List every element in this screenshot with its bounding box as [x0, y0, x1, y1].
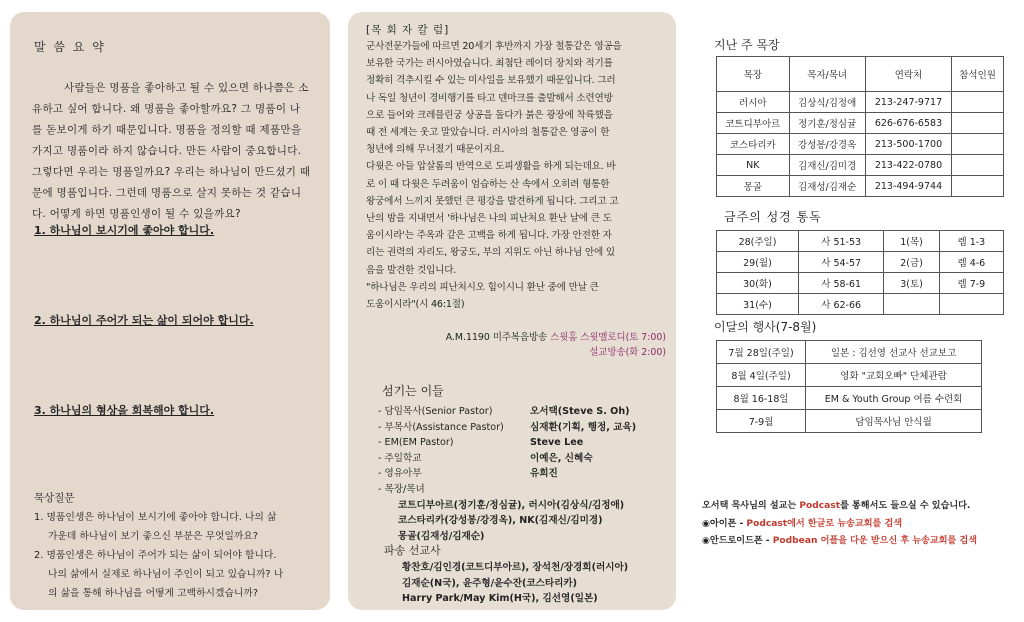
iphone-label: ◉아이폰 - — [702, 518, 747, 529]
android-text: Podbean 어플을 다운 받으신 후 뉴송교회를 검색 — [772, 536, 978, 546]
table-header-row — [717, 57, 1004, 92]
table-row — [717, 134, 1004, 155]
column-line: 으로 들어와 크레믈린궁 상공을 돌다가 붉은 광장에 착륙했을 — [366, 109, 613, 121]
table-cell: NK — [717, 155, 790, 176]
reading-title: 금주의 성경 통독 — [724, 210, 822, 224]
table-cell: 1(목) — [884, 231, 939, 252]
sermon-point-3: 3. 하나님의 형상을 회복해야 합니다. — [34, 404, 215, 417]
column-line: 보유한 국가는 러시아였습니다. 최첨단 레이더 장치와 적기를 — [366, 58, 613, 70]
podcast-prefix: 오서택 목사님의 설교는 — [702, 501, 800, 511]
column-line: 청년에 의해 무너졌기 때문이지요. — [366, 144, 505, 156]
column-line: 다윗은 아들 압살롬의 반역으로 도피생활을 하게 되는데요. 바 — [366, 161, 616, 173]
staff-name: Steve Lee — [530, 437, 584, 449]
table-row — [717, 92, 1004, 113]
table-cell: 일본 : 김선영 선교사 선교보고 — [806, 341, 982, 364]
table-cell — [952, 92, 1004, 113]
table-cell: 김재신/김미경 — [789, 155, 865, 176]
missionary-list — [402, 560, 672, 607]
intro-line: 사람들은 명품을 좋아하고 될 수 있으면 하나쯤은 소 — [64, 82, 309, 94]
column-line: 로 이 때 다윗은 두려움이 엄습하는 산 속에서 오히려 형통한 — [366, 178, 610, 190]
table-cell: 213-500-1700 — [865, 134, 951, 155]
questions-list — [34, 508, 326, 603]
podcast-word: Podcast — [799, 501, 841, 511]
column-line: 군사전문가들에 따르면 20세기 후반까지 가장 철통같은 영공을 — [366, 41, 622, 52]
table-header: 연락처 — [865, 57, 951, 92]
podcast-line — [702, 498, 1014, 516]
table-cell — [952, 134, 1004, 155]
table-cell: 코스타리카 — [717, 134, 790, 155]
events-title: 이달의 행사(7-8월) — [714, 320, 817, 334]
table-cell — [939, 294, 1003, 315]
column-line: 움이시라'는 주옥과 같은 고백을 하게 됩니다. 가장 안전한 자 — [366, 230, 612, 242]
staff-role: - 담임목사(Senior Pastor) — [378, 406, 493, 417]
table-cell: 렘 7-9 — [939, 273, 1003, 294]
questions-title: 묵상질문 — [34, 492, 75, 504]
staff-row — [378, 435, 668, 451]
table-cell: 강성봉/강경옥 — [789, 134, 865, 155]
table-cell: 31(수) — [717, 294, 799, 315]
column-line: 도움이시라"(시 46:1절) — [366, 299, 465, 311]
iphone-line — [702, 516, 1014, 534]
intro-line: 다. 어떻게 하면 명품인생이 될 수 있을까요? — [32, 208, 241, 220]
missionary-line: Harry Park/May Kim(H국), 김선영(일본) — [402, 593, 598, 605]
missionary-title: 파송 선교사 — [384, 544, 441, 557]
podcast-info — [702, 498, 1014, 551]
table-cell: 3(토) — [884, 273, 939, 294]
table-cell: 사 62-66 — [798, 294, 883, 315]
missionary-line: 황찬호/김인경(코트디부아르), 장석천/장경희(러시아) — [402, 562, 629, 573]
question-line: 가운데 하나님이 보기 좋으신 부분은 무엇일까요? — [48, 531, 259, 542]
table-cell: 렘 1-3 — [939, 231, 1003, 252]
table-cell: 29(월) — [717, 252, 799, 273]
cells-table — [716, 56, 1004, 197]
broadcast-sermon: 설교방송(화 2:00) — [589, 347, 666, 358]
table-cell: 213-494-9744 — [865, 176, 951, 197]
staff-name: 유희진 — [530, 468, 558, 480]
table-header: 목장 — [717, 57, 790, 92]
table-row — [717, 410, 982, 433]
table-row — [717, 155, 1004, 176]
cell-group-line: 코트디부아르(정기훈/정심귤), 러시아(김상식/김정애) — [398, 499, 625, 511]
staff-role: - EM(EM Pastor) — [378, 437, 454, 449]
staff-row — [378, 451, 668, 467]
table-cell — [952, 176, 1004, 197]
intro-line: 문에 명품입니다. 그런데 명품으로 살지 못하는 것 같습니 — [32, 187, 302, 199]
table-cell: 626-676-6583 — [865, 113, 951, 134]
table-cell: 213-247-9717 — [865, 92, 951, 113]
table-cell: 7-9월 — [717, 410, 806, 433]
sermon-intro — [32, 78, 322, 225]
table-cell: 7월 28일(주일) — [717, 341, 806, 364]
staff-name: 오서택(Steve S. Oh) — [530, 406, 630, 417]
question-line: 의 삶을 통해 하나님을 어떻게 고백하시겠습니까? — [48, 588, 259, 599]
cell-group-line: 코스타리카(강성봉/강경옥), NK(김재신/김미경) — [398, 515, 603, 527]
table-cell: 사 51-53 — [798, 231, 883, 252]
table-row — [717, 387, 982, 410]
table-row — [717, 341, 982, 364]
table-cell: 30(화) — [717, 273, 799, 294]
events-table — [716, 340, 982, 433]
sermon-point-1: 1. 하나님이 보시기에 좋아야 합니다. — [34, 224, 215, 237]
table-header: 참석인원 — [952, 57, 1004, 92]
staff-name: 심재환(기획, 행정, 교육) — [530, 421, 637, 433]
table-header: 목자/목녀 — [789, 57, 865, 92]
column-line: "하나님은 우리의 피난처시오 힘이시니 환난 중에 만날 큰 — [366, 281, 599, 293]
table-cell: 영화 "교회오빠" 단체관람 — [806, 364, 982, 387]
broadcast-info — [446, 330, 666, 360]
table-cell: 사 54-57 — [798, 252, 883, 273]
question-line: 나의 삶에서 실제로 하나님이 주인이 되고 있습니까? 나 — [48, 569, 284, 580]
table-row — [717, 231, 1004, 252]
intro-line: 그렇다면 우리는 명품일까요? 우리는 하나님이 만드셨기 때 — [32, 166, 311, 178]
android-line — [702, 533, 1014, 551]
staff-list — [378, 404, 668, 544]
table-cell: 김상식/김정애 — [789, 92, 865, 113]
missionary-line: 김재순(N국), 윤주형/윤수잔(코스타리카) — [402, 577, 578, 589]
staff-role: - 영유아부 — [378, 468, 422, 480]
table-cell: 정기훈/정심귤 — [789, 113, 865, 134]
column-line: 음을 발견한 것입니다. — [366, 264, 457, 276]
sermon-point-2: 2. 하나님이 주어가 되는 삶이 되어야 합니다. — [34, 314, 254, 327]
table-cell: 8월 16-18일 — [717, 387, 806, 410]
table-cell: 김재성/김재순 — [789, 176, 865, 197]
staff-row — [378, 420, 668, 436]
table-cell — [884, 294, 939, 315]
column-line: 나 독일 청년이 경비행기를 타고 덴마크를 출발해서 소련연방 — [366, 92, 613, 104]
column-title: [목 회 자 칼 럼] — [366, 24, 450, 36]
broadcast-program: 스윗홈 스윗멜로디(토 7:00) — [550, 332, 666, 343]
table-cell: 2(금) — [884, 252, 939, 273]
pastor-column-panel — [348, 12, 676, 610]
table-cell: EM & Youth Group 여름 수련회 — [806, 387, 982, 410]
staff-row — [378, 482, 668, 498]
iphone-text: Podcast에서 한글로 뉴송교회를 검색 — [746, 518, 903, 529]
staff-role: - 부목사(Assistance Pastor) — [378, 421, 504, 433]
question-line: 1. 명품인생은 하나님이 보시기에 좋아야 합니다. 나의 삶 — [34, 512, 277, 523]
sermon-summary-panel — [10, 12, 330, 610]
table-cell: 28(주일) — [717, 231, 799, 252]
column-line: 때 전 세계는 웃고 말았습니다. 러시아의 철통같은 영공이 한 — [366, 127, 610, 139]
column-body — [366, 38, 666, 313]
table-cell: 러시아 — [717, 92, 790, 113]
table-cell: 8월 4일(주일) — [717, 364, 806, 387]
staff-role: - 주일학교 — [378, 452, 422, 464]
podcast-suffix: 를 통해서도 들으실 수 있습니다. — [840, 501, 971, 511]
staff-row — [378, 466, 668, 482]
staff-title: 섬기는 이들 — [382, 384, 444, 398]
android-label: ◉안드로이드폰 - — [702, 536, 773, 546]
sermon-summary-title: 말 씀 요 약 — [34, 40, 106, 54]
staff-name: 이예은, 신혜숙 — [530, 452, 593, 464]
reading-table — [716, 230, 1004, 315]
table-cell: 렘 4-6 — [939, 252, 1003, 273]
table-row — [717, 364, 982, 387]
question-line: 2. 명품인생은 하나님이 주어가 되는 삶이 되어야 합니다. — [34, 550, 277, 561]
table-cell: 사 58-61 — [798, 273, 883, 294]
intro-line: 유하고 싶어 합니다. 왜 명품을 좋아할까요? 그 명품이 나 — [32, 103, 301, 115]
intro-line: 가지고 명품이라 하지 않습니다. 만든 사람이 중요합니다. — [32, 145, 302, 157]
table-cell — [952, 155, 1004, 176]
table-row — [717, 176, 1004, 197]
table-cell: 담임목사님 안식월 — [806, 410, 982, 433]
table-row — [717, 273, 1004, 294]
schedule-panel — [694, 12, 1016, 610]
table-row — [717, 294, 1004, 315]
column-line: 난의 밤을 지내면서 '하나님은 나의 피난처요 환난 날에 큰 도 — [366, 213, 612, 225]
table-cell — [952, 113, 1004, 134]
table-cell: 213-422-0780 — [865, 155, 951, 176]
cells-title: 지난 주 목장 — [714, 38, 780, 52]
intro-line: 를 돋보이게 하기 때문입니다. 명품을 정의할 때 제품만을 — [32, 124, 302, 136]
table-row — [717, 113, 1004, 134]
staff-row — [378, 404, 668, 420]
cell-group-line: 몽골(김재성/김재순) — [398, 530, 485, 542]
broadcast-station: A.M.1190 미주복음방송 — [445, 332, 551, 343]
table-cell: 코트디부아르 — [717, 113, 790, 134]
table-cell: 몽골 — [717, 176, 790, 197]
table-row — [717, 252, 1004, 273]
column-line: 왕궁에서 느끼지 못했던 큰 평강을 발견하게 됩니다. 그리고 고 — [366, 195, 619, 207]
column-line: 리는 권력의 자리도, 왕궁도, 부의 지위도 아닌 하나님 안에 있 — [366, 247, 615, 259]
staff-role: - 목장/목녀 — [378, 483, 425, 495]
column-line: 정확히 격추시킬 수 있는 미사일을 보유했기 때문입니다. 그러 — [366, 75, 616, 87]
